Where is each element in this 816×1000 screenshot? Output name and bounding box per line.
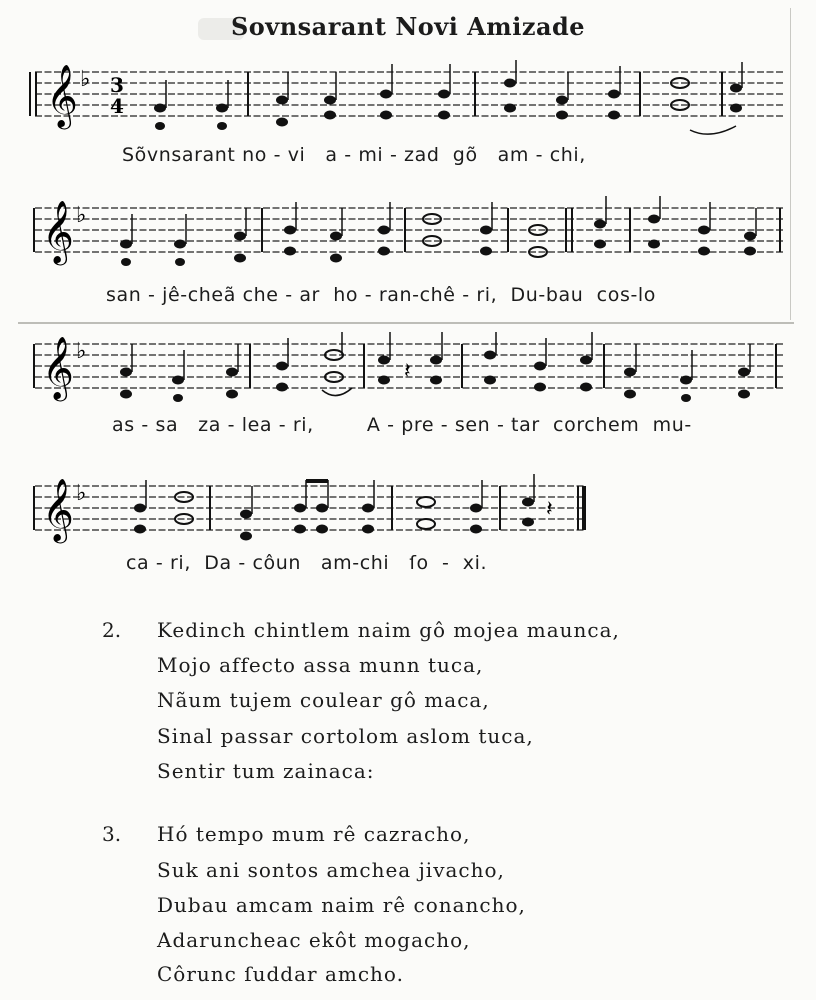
verse-3-line-1: Hó tempo mum rê cazracho, <box>157 822 471 846</box>
music-staff-3 <box>0 332 816 422</box>
time-signature-top: 3 <box>110 73 124 97</box>
verse-3-line-4: Adaruncheac ekôt mogacho, <box>157 928 471 952</box>
treble-clef: 𝄞 <box>42 336 74 399</box>
verse-2-line-5: Sentir tum zainaca: <box>157 759 375 783</box>
lyric-line-4: ca - ri, Da - côun am-chi ſo - xi. <box>126 552 488 574</box>
verse-2-line-2: Mojo affecto assa munn tuca, <box>157 653 484 677</box>
music-staff-1 <box>0 60 816 150</box>
flat-sign: ♭ <box>76 481 87 506</box>
flat-sign: ♭ <box>76 203 87 228</box>
verse-2-line-3: Nãum tujem coulear gô maca, <box>157 688 490 712</box>
lyric-line-2: san - jê-cheã che - ar ho - ran-chê - ri, Du-bau cos-lo <box>106 284 657 306</box>
verse-3-line-2: Suk ani sontos amchea jivacho, <box>157 858 505 882</box>
verse-2-line-4: Sinal passar cortolom aslom tuca, <box>157 724 534 748</box>
verse-2-line-1: Kedinch chintlem naim gô mojea maunca, <box>157 618 620 642</box>
verse-3-number: 3. <box>102 822 122 846</box>
rest-sign: 𝄽 <box>404 359 411 384</box>
flat-sign: ♭ <box>76 339 87 364</box>
flat-sign: ♭ <box>80 67 91 92</box>
rest-sign: 𝄽 <box>546 497 553 522</box>
verse-2-number: 2. <box>102 618 122 642</box>
music-staff-2 <box>0 196 816 286</box>
verse-3-line-3: Dubau amcam naim rê conancho, <box>157 893 526 917</box>
time-signature-bottom: 4 <box>110 94 124 118</box>
lyric-line-1: Sõvnsarant no - vi a - mi - zad gõ am - chi, <box>122 144 586 166</box>
lyric-line-3: as - sa za - lea - ri, A - pre - sen - tar corchem mu- <box>112 414 692 436</box>
song-title: Sovnsarant Novi Amizade <box>230 12 586 41</box>
treble-clef: 𝄞 <box>46 64 78 127</box>
music-staff-4 <box>0 474 816 564</box>
treble-clef: 𝄞 <box>42 478 74 541</box>
treble-clef: 𝄞 <box>42 200 74 263</box>
verse-3-line-5: Côrunc ſuddar amcho. <box>157 962 404 986</box>
panel-divider <box>18 322 794 324</box>
